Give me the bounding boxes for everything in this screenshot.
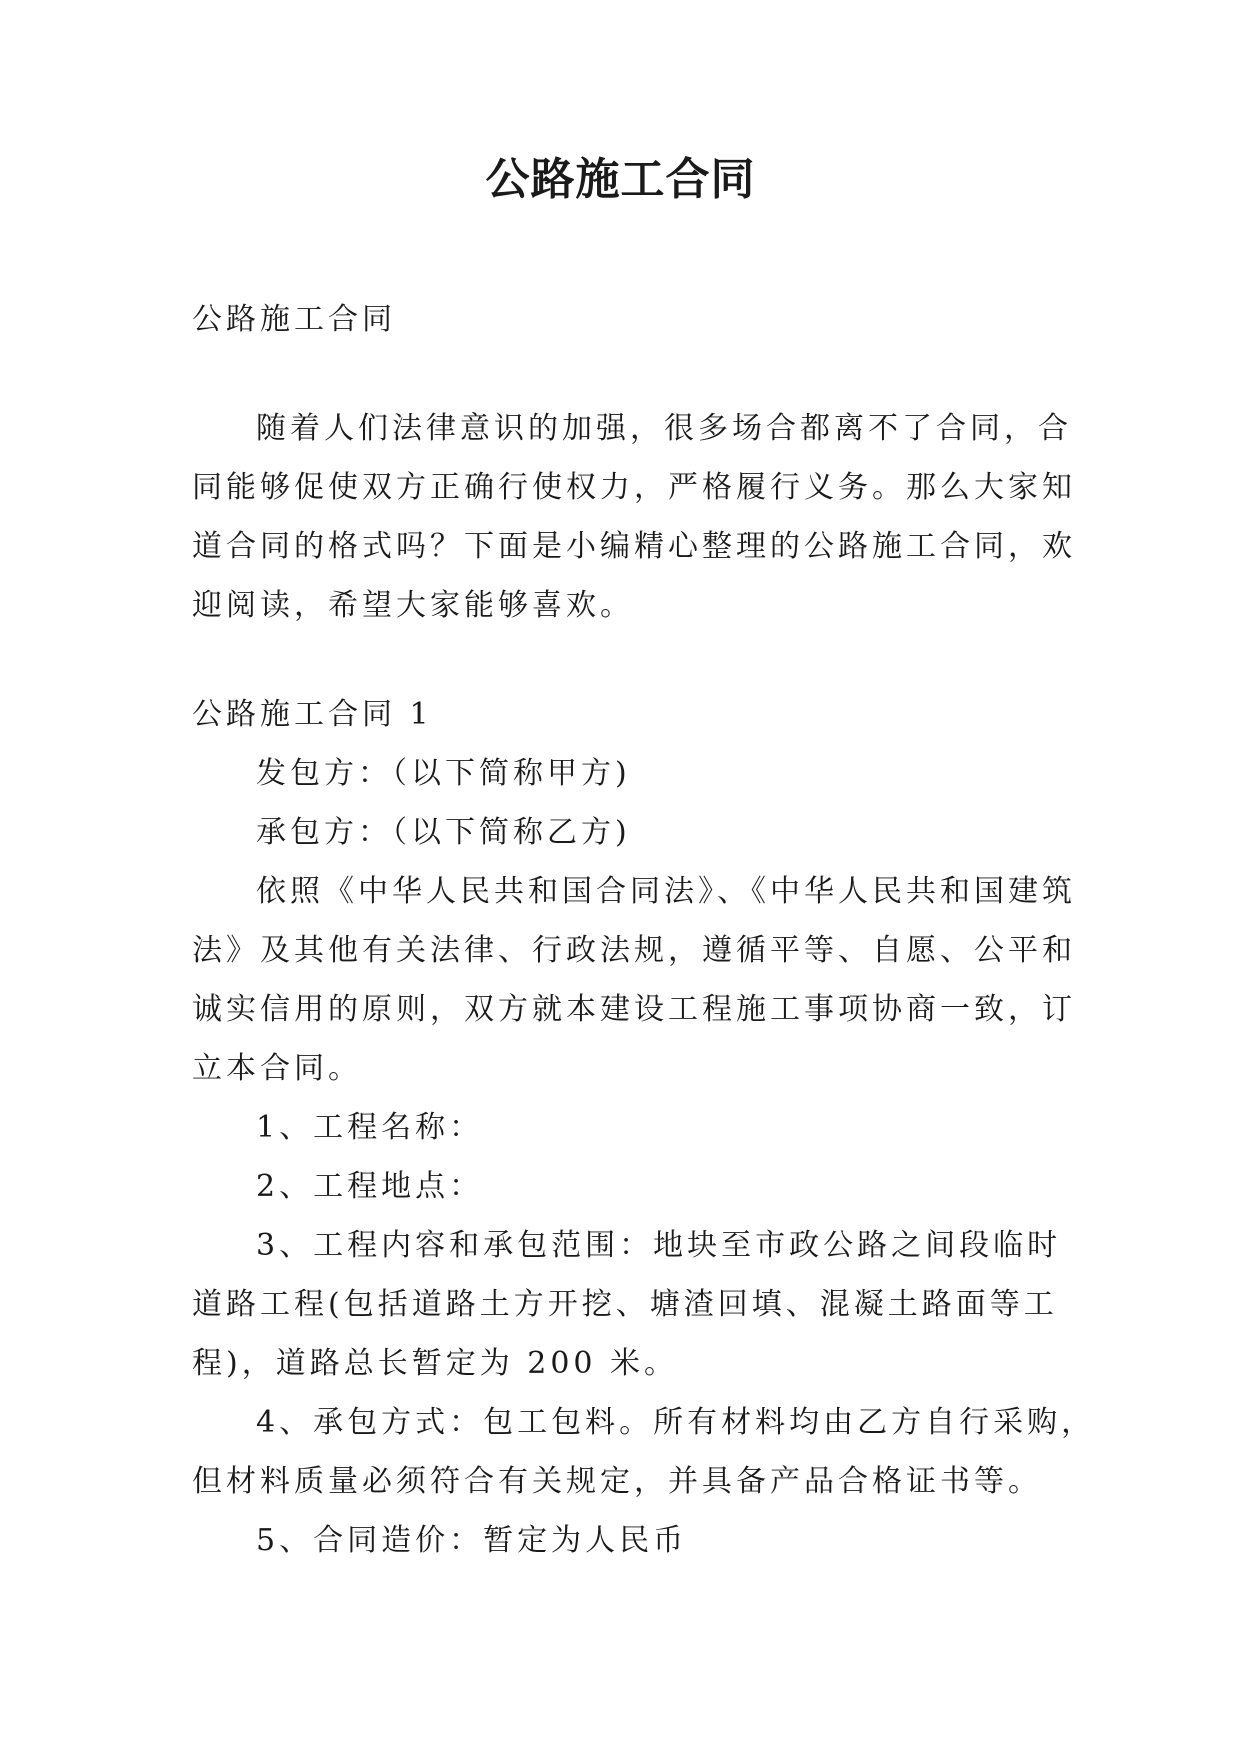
basis-line: 法》及其他有关法律、行政法规，遵循平等、自愿、公平和 <box>192 933 1076 968</box>
clause-2: 2、工程地点： <box>256 1169 484 1204</box>
basis-paragraph <box>192 862 1076 1098</box>
clause-4-line: 但材料质量必须符合有关规定，并具备产品合格证书等。 <box>192 1464 1042 1499</box>
clause-4 <box>192 1393 1096 1511</box>
intro-line: 迎阅读，希望大家能够喜欢。 <box>192 588 634 623</box>
clause-5: 5、合同造价：暂定为人民币 <box>256 1523 688 1558</box>
clause-3 <box>192 1216 1062 1393</box>
basis-line: 立本合同。 <box>192 1051 362 1086</box>
intro-line: 随着人们法律意识的加强，很多场合都离不了合同，合 <box>256 411 1072 446</box>
clause-1: 1、工程名称： <box>256 1110 484 1145</box>
intro-line: 道合同的格式吗？下面是小编精心整理的公路施工合同，欢 <box>192 529 1076 564</box>
clause-3-line: 3、工程内容和承包范围：地块至市政公路之间段临时 <box>256 1228 1062 1263</box>
clause-3-line: 道路工程(包括道路土方开挖、塘渣回填、混凝土路面等工 <box>192 1287 1058 1322</box>
clause-3-line: 程)，道路总长暂定为 200 米。 <box>192 1346 679 1381</box>
spacer <box>192 635 1062 685</box>
intro-line: 同能够促使双方正确行使权力，严格履行义务。那么大家知 <box>192 470 1076 505</box>
party-b-line: 承包方：（以下简称乙方) <box>256 815 631 850</box>
intro-paragraph <box>192 399 1076 635</box>
document-body <box>192 290 1096 1570</box>
contract-heading: 公路施工合同 1 <box>192 697 433 732</box>
clause-4-line: 4、承包方式：包工包料。所有材料均由乙方自行采购， <box>256 1405 1096 1440</box>
basis-line: 依照《中华人民共和国合同法》、《中华人民共和国建筑 <box>256 874 1076 909</box>
document-subtitle: 公路施工合同 <box>192 302 396 337</box>
spacer <box>192 349 1062 399</box>
basis-line: 诚实信用的原则，双方就本建设工程施工事项协商一致，订 <box>192 992 1076 1027</box>
party-a-line: 发包方：（以下简称甲方) <box>256 756 631 791</box>
document-title: 公路施工合同 <box>485 154 756 205</box>
